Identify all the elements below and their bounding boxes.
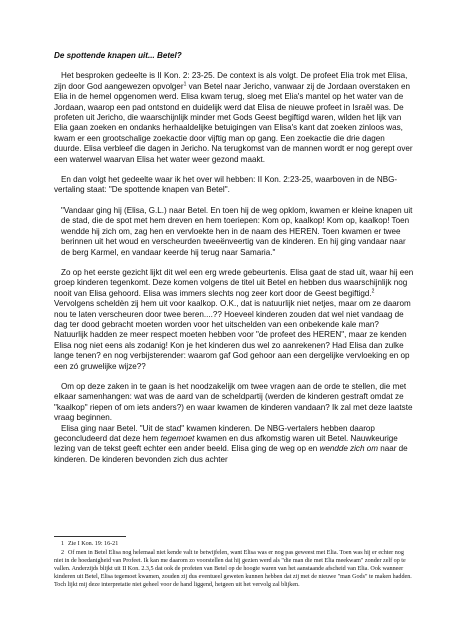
footnote-divider	[54, 536, 126, 537]
paragraph-first-impression	[54, 268, 414, 372]
footnote-ref-1[interactable]: 1	[183, 81, 187, 88]
paragraph-questions: Om op deze zaken in te gaan is het noodzakelijk om twee vragen aan de orde te stellen, die met elkaar samenhangen: wat was de aard van de scheldpartij (werden de kinderen gestraft omdat ze "kaalkop" riepen of om iets anders?) en waar kwamen de kinderen vandaan? Ik zal met deze laatste vraag beginnen.	[54, 381, 413, 423]
footnotes	[54, 541, 414, 590]
footnote-2	[54, 550, 414, 590]
paragraph-text: Het besproken gedeelte is II Kon. 2: 23-25. De context is als volgt. De profeet Elia trok met Elisa, zijn door God aangewezen opvolger	[54, 71, 408, 91]
footnote-text: Zie I Kon. 19: 16-21	[68, 541, 119, 547]
bible-quote: "Vandaar ging hij (Elisa, G.L.) naar Betel. En toen hij de weg opklom, kwamen er kleine knapen uit de stad, die de spot met hem dreven en hem toeriepen: Kom op, kaalkop! Kom op, kaalkop! Toen wendde hij zich om, zag hen en vervloekte hen in de naam des HEREN. Toen kwamen er twee berinnen uit het woud en verscheurden tweeënveertig van de kinderen. En hij ging vandaar naar de berg Karmel, en vandaar keerde hij terug naar Samaria."	[61, 205, 413, 257]
paragraph-text: Vervolgens scheldèn zij hem uit voor kaalkop. O.K., dat is natuurlijk niet netjes, maar om ze daarom nou te laten verscheuren door twee beren....?? Hoeveel kinderen zouden dat wel niet vandaag de dag ter dood gebracht moeten worden voor het uitschelden van een onbekende kale man? Natuurlijk hadden ze meer respect moeten hebben voor "de profeet des HEREN", maar ze kenden Elisa nog niet eens als zodanig! Kon je het kinderen dus wel zo aanrekenen? Had Elisa dan zulke lange tenen? en nog verbijsterender: waarom gaf God gehoor aan een dergelijke vervloeking en op een zó gruwelijke wijze??	[54, 299, 411, 371]
footnote-ref-2[interactable]: 2	[371, 288, 375, 295]
paragraph-text: Zo op het eerste gezicht lijkt dit wel een erg wrede gebeurtenis. Elisa gaat de stad uit, waar hij een groep kinderen tegenkomt. Deze komen volgens de titel uit Betel en hebben dus waarschijnlijk nog nooit van Elisa gehoord. Elisa was immers slechts nog zeer kort door de Geest begiftigd.	[54, 267, 414, 298]
paragraph-text: kwamen en dus afkomstig waren uit Betel. Nauwkeurige lezing van de tekst geeft echter een ander beeld. Elisa ging de weg op en	[54, 434, 398, 454]
article-title: De spottende knapen uit... Betel?	[54, 51, 182, 60]
footnote-text: Of men in Betel Elisa nog helemaal niet kende valt te betwijfelen, want Elisa was er nog pas geweest met Elia. Toen was hij er echter nog niet in de hoedanigheid van Profeet. Ik kan me daarom zo voorstellen dat hij gezien werd als "die man die met Elia meekwam" zonder zelf op te vallen. Anderzijds blijkt uit II Kon. 2.3,5 dat ook de profeten van Betel op de hoogte waren van het aanstaande afscheid van Elia. Ook wanneer kinderen uit Betel, Elisa tegemoet kwamen, zouden zij dus eventueel geweten kunnen hebben dat zij met de nieuwe "man Gods" te maken hadden. Toch lijkt mij deze interpretatie niet geheel voor de hand liggend, hetgeen uit het vervolg zal blijken.	[54, 549, 412, 588]
emphasis-text: wendde zich om	[319, 444, 378, 454]
footnote-1	[54, 541, 414, 549]
paragraph-intro-passage: En dan volgt het gedeelte waar ik het over wil hebben: II Kon. 2:23-25, waarboven in de NBG-vertaling staat: "De spottende knapen van Betel".	[54, 175, 398, 195]
paragraph-text: van Betel naar Jericho, vanwaar zij de Jordaan overstaken en Elia in de hemel opgenomen werd. Elisa kwam terug, sloeg met Elia's mantel op het water van de Jordaan, waarop een pad ontstond en duidelijk werd dat Elisa de nieuwe profeet in Israël was. De profeten uit Jericho, die waarschijnlijk minder met Gods Geest begiftigd waren, wilden het lijk van Elia gaan zoeken en ondanks herhaaldelijke betuigingen van Elisa's kant dat zoeken zinloos was, kwam er een grootschalige zoekactie door vijftig man op gang. Een zoekactie die drie dagen duurde. Elisa verbleef die dagen in Jericho. Na terugkomst van de mannen wordt er nog gerept over een waterwel waarvan Elisa het water weer gezond maakt.	[54, 81, 413, 164]
paragraph-context	[54, 71, 414, 165]
article-body	[54, 51, 414, 475]
footnote-number: 2	[60, 549, 64, 556]
emphasis-text: tegemoet	[160, 434, 195, 443]
paragraph-betel-analysis	[54, 424, 414, 466]
paragraph-text: naar de kinderen. De kinderen bevonden zich dus achter	[54, 444, 408, 464]
paragraph-text: Elisa ging naar Betel. "Uit de stad" kwamen kinderen. De NBG-vertalers hebben daarop geconcludeerd dat deze hem	[54, 423, 375, 443]
footnote-number: 1	[60, 541, 64, 547]
